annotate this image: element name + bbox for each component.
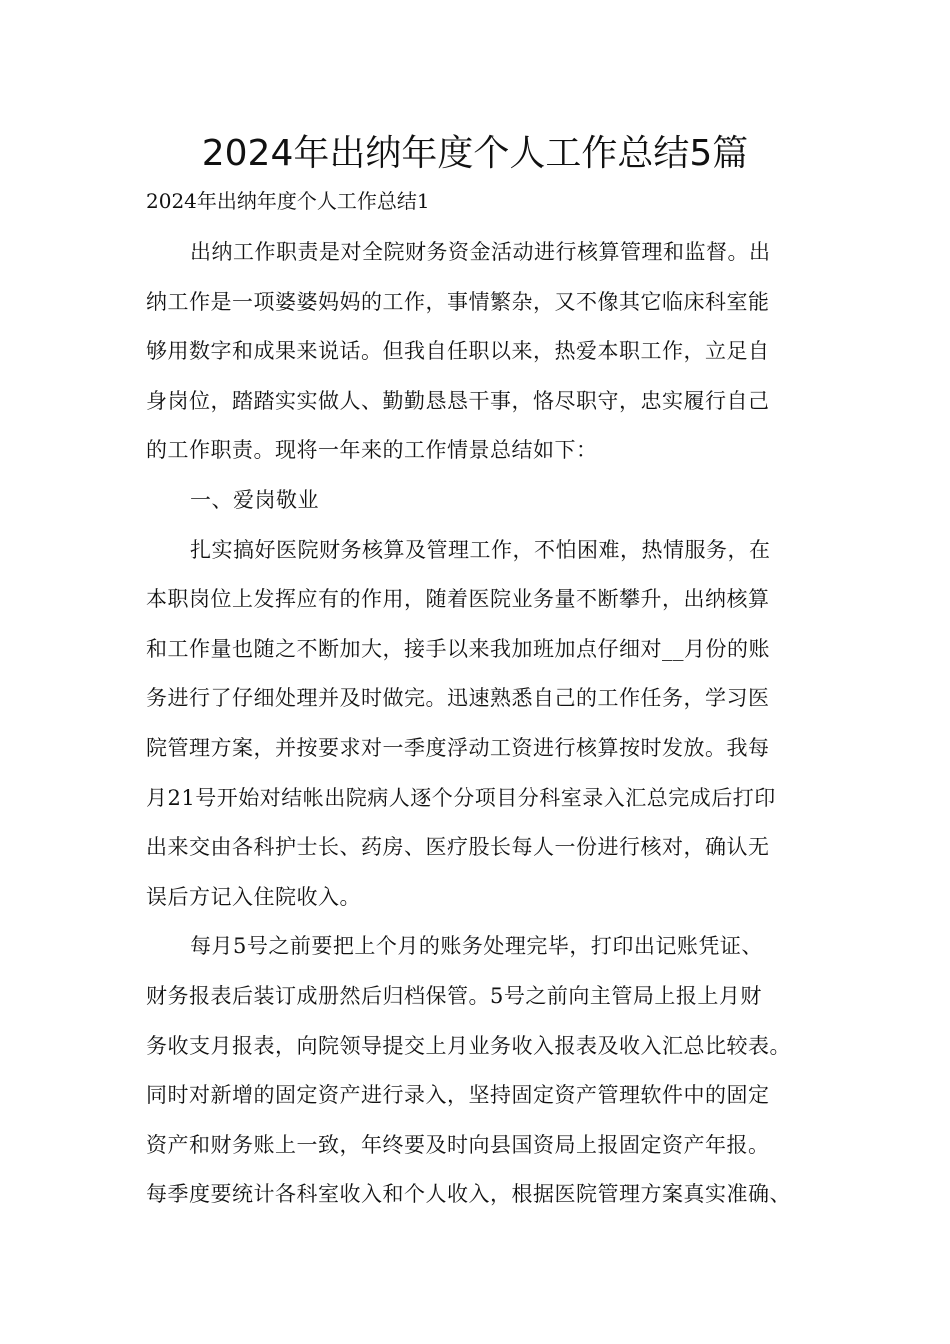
paragraph-line: 出来交由各科护士长、药房、医疗股长每人一份进行核对，确认无 bbox=[146, 835, 770, 860]
paragraph-line: 务收支月报表，向院领导提交上月业务收入报表及收入汇总比较表。 bbox=[146, 1033, 791, 1058]
paragraph-line: 同时对新增的固定资产进行录入，坚持固定资产管理软件中的固定 bbox=[146, 1083, 770, 1108]
paragraph-line: 每季度要统计各科室收入和个人收入，根据医院管理方案真实准确、 bbox=[146, 1182, 791, 1207]
paragraph-line: 身岗位，踏踏实实做人、勤勤恳恳干事，恪尽职守，忠实履行自己 bbox=[146, 388, 770, 413]
paragraph-line: 资产和财务账上一致，年终要及时向县国资局上报固定资产年报。 bbox=[146, 1132, 770, 1157]
document-title: 2024年出纳年度个人工作总结5篇 bbox=[201, 133, 749, 174]
document-body bbox=[146, 228, 818, 1220]
paragraph-line: 扎实搞好医院财务核算及管理工作，不怕困难，热情服务，在 bbox=[190, 537, 771, 562]
paragraph-line: 院管理方案，并按要求对一季度浮动工资进行核算按时发放。我每 bbox=[146, 735, 770, 760]
paragraph-line: 和工作量也随之不断加大，接手以来我加班加点仔细对__月份的账 bbox=[146, 636, 770, 661]
paragraph-line: 每月5号之前要把上个月的账务处理完毕，打印出记账凭证、 bbox=[190, 934, 763, 959]
paragraph-line: 出纳工作职责是对全院财务资金活动进行核算管理和监督。出 bbox=[190, 240, 771, 264]
paragraph-line: 财务报表后装订成册然后归档保管。5号之前向主管局上报上月财 bbox=[146, 983, 762, 1008]
paragraph-line: 够用数字和成果来说话。但我自任职以来，热爱本职工作，立足自 bbox=[146, 339, 770, 364]
document-subtitle: 2024年出纳年度个人工作总结1 bbox=[146, 189, 430, 213]
paragraph-line: 本职岗位上发挥应有的作用，随着医院业务量不断攀升，出纳核算 bbox=[146, 587, 770, 612]
paragraph-line: 的工作职责。现将一年来的工作情景总结如下： bbox=[146, 438, 598, 463]
paragraph-line: 纳工作是一项婆婆妈妈的工作，事情繁杂，又不像其它临床科室能 bbox=[146, 289, 770, 314]
paragraph-line: 务进行了仔细处理并及时做完。迅速熟悉自己的工作任务，学习医 bbox=[146, 686, 770, 711]
paragraph-line: 月21号开始对结帐出院病人逐个分项目分科室录入汇总完成后打印 bbox=[146, 785, 776, 810]
section-heading: 一、爱岗敬业 bbox=[190, 487, 319, 512]
paragraph-line: 误后方记入住院收入。 bbox=[146, 884, 361, 909]
